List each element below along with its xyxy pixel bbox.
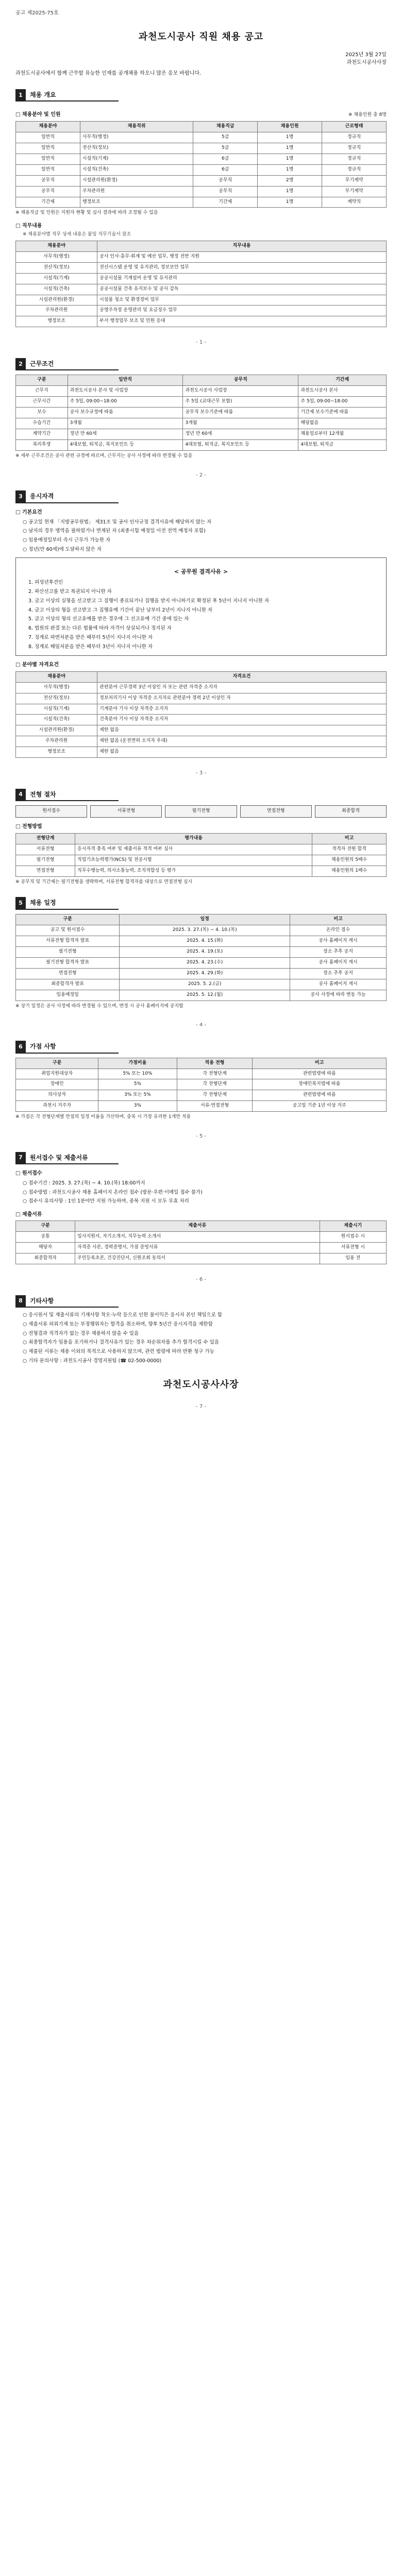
- disqualification-list: [21, 579, 381, 651]
- list-item: 4. 금고 이상의 형을 선고받고 그 집행유예 기간이 끝난 날부터 2년이 지나지 아니한 자: [28, 607, 213, 613]
- section-8-header: [15, 1295, 119, 1308]
- list-item: ○ 접수방법 : 과천도시공사 채용 홈페이지 온라인 접수 (방문·우편·이메일 접수 불가): [23, 1189, 203, 1195]
- method-note: ※ 공무직 및 기간제는 필기전형을 생략하며, 서류전형 합격자를 대상으로 면접전형 실시: [15, 879, 193, 885]
- list-item: 8. 징계로 해임처분을 받은 때부터 3년이 지나지 아니한 자: [28, 643, 153, 650]
- table-row: 전산직(정보) 전산시스템 운영 및 유지관리, 정보보안 업무: [16, 262, 387, 273]
- table-row: 시설관리원(환경) 제한 없음: [16, 725, 387, 736]
- list-item: ○ 정년(만 60세)에 도달하지 않은 자: [23, 546, 102, 552]
- section-label: 근무조건: [30, 360, 54, 367]
- section-1-header: [15, 89, 119, 102]
- table-row: 장애인 5% 각 전형단계 장애인복지법에 따름: [16, 1079, 387, 1090]
- list-item: ○ 제출서류 허위기재 또는 부정행위자는 합격을 취소하며, 향후 5년간 응시자격을 제한함: [23, 1321, 213, 1327]
- list-item: ○ 응시원서 및 제출서류의 기재사항 착오·누락 등으로 인한 불이익은 응시자 본인 책임으로 함: [23, 1312, 223, 1318]
- page-number: - 2 -: [196, 472, 206, 478]
- section-label: 응시자격: [30, 493, 54, 500]
- section-2-header: [15, 358, 119, 371]
- list-item: 6. 법원의 판결 또는 다른 법률에 따라 자격이 상실되거나 정지된 자: [28, 625, 172, 632]
- table-row: 서류전형 응시자격 충족 여부 및 제출서류 적격 여부 심사 적격자 전원 합격: [16, 844, 387, 855]
- col-header: 채용분야: [16, 671, 97, 682]
- section-number: 3: [15, 490, 26, 502]
- table-row: 주차관리원 공영주차장 운영관리 및 요금징수 업무: [16, 306, 387, 316]
- list-item: ○ 접수기간 : 2025. 3. 27.(목) ~ 4. 10.(목) 18:00까지: [23, 1180, 145, 1186]
- table-row: 일반직 전산직(정보) 5급 1명 정규직: [16, 143, 387, 154]
- list-item: ○ 제출된 서류는 채용 이외의 목적으로 사용하지 않으며, 관련 법령에 따라 반환 청구 가능: [23, 1349, 214, 1355]
- table-row: 기간제 행정보조 기간제 1명 계약직: [16, 197, 387, 208]
- flow-step: 최종합격: [315, 805, 387, 818]
- work-note: ※ 세부 근무조건은 공사 관련 규정에 따르며, 근무지는 공사 사정에 따라 변경될 수 있음: [15, 453, 193, 459]
- table-row: 시설직(기계) 기계분야 기사 이상 자격증 소지자: [16, 704, 387, 715]
- table-row: 임용예정일 2025. 5. 12.(월) 공사 사정에 따라 변동 가능: [16, 990, 387, 1001]
- col-header: 일정: [120, 914, 290, 925]
- notice-date: 2025년 3월 27일: [345, 52, 387, 58]
- section-number: 1: [15, 89, 26, 101]
- col-header: 구분: [16, 1058, 98, 1069]
- table-row: 주차관리원 제한 없음 (운전면허 소지자 우대): [16, 736, 387, 747]
- table-row: 일반직 시설직(건축) 6급 1명 정규직: [16, 164, 387, 175]
- list-item: ○ 공고일 현재 「지방공무원법」 제31조 및 공사 인사규정 결격사유에 해당하지 않는 자: [23, 519, 212, 525]
- col-header: 전형단계: [16, 833, 75, 844]
- section-label: 원서접수 및 제출서류: [30, 1154, 88, 1161]
- section-number: 8: [15, 1295, 26, 1307]
- disqualification-title: < 공무원 결격사유 >: [174, 568, 228, 575]
- page-number: - 7 -: [196, 1404, 206, 1410]
- section-number: 5: [15, 897, 26, 909]
- list-item: 7. 징계로 파면처분을 받은 때부터 5년이 지나지 아니한 자: [28, 634, 153, 640]
- table-row: 사무직(행정) 관련분야 근무경력 3년 이상인 자 또는 관련 자격증 소지자: [16, 682, 387, 693]
- section-label: 가점 사항: [30, 1042, 56, 1050]
- notice-number: 공고 제2025-75호: [15, 10, 59, 16]
- table-row: 해당자 자격증 사본, 경력증명서, 가점 증빙서류 서류전형 시: [16, 1243, 387, 1253]
- col-header: 일반직: [68, 375, 183, 386]
- table-row: 수습기간 3개월 3개월 해당없음: [16, 418, 387, 429]
- table-row: 최종합격자 주민등록초본, 건강진단서, 신원조회 동의서 임용 전: [16, 1253, 387, 1264]
- col-header: 적용 전형: [177, 1058, 253, 1069]
- list-item: ○ 전형결과 적격자가 없는 경우 채용하지 않을 수 있음: [23, 1330, 139, 1336]
- col-header: 구분: [16, 1221, 75, 1232]
- table-row: 면접전형 직무수행능력, 의사소통능력, 조직적합성 등 평가 채용인원의 1배수: [16, 866, 387, 876]
- table-row: 공고 및 원서접수 2025. 3. 27.(목) ~ 4. 10.(목) 온라인 접수: [16, 925, 387, 936]
- list-item: 1. 피성년후견인: [28, 580, 63, 586]
- flow-step: 필기전형: [165, 805, 237, 818]
- table-row: 일반직 사무직(행정) 5급 1명 정규직: [16, 132, 387, 143]
- col-header: 제출시기: [320, 1221, 386, 1232]
- table-row: 근무시간 주 5일, 09:00~18:00 주 5일 (교대근무 포함) 주 5일, 09:00~18:00: [16, 397, 387, 408]
- total-count-note: ※ 채용인원 총 8명: [348, 112, 387, 118]
- col-header: 제출서류: [75, 1221, 320, 1232]
- col-header: 기간제: [298, 375, 387, 386]
- table-row: 의사상자 3% 또는 5% 각 전형단계 관련법령에 따름: [16, 1090, 387, 1101]
- basic-req-title: □ 기본요건: [15, 510, 42, 516]
- section-label: 채용 일정: [30, 899, 56, 907]
- section-number: 7: [15, 1152, 26, 1164]
- list-item: 2. 파산선고를 받고 복권되지 아니한 자: [28, 589, 112, 595]
- recruit-note: ※ 채용직급 및 인원은 지원자 현황 및 심사 결과에 따라 조정될 수 있음: [15, 210, 158, 216]
- schedule-table: [15, 914, 387, 1001]
- section-number: 4: [15, 789, 26, 801]
- list-item: ○ 임용예정일부터 즉시 근무가 가능한 자: [23, 537, 111, 543]
- flow-step: 원서접수: [15, 805, 87, 818]
- col-header: 구분: [16, 914, 120, 925]
- col-header: 자격요건: [97, 671, 387, 682]
- duty-table: [15, 241, 387, 328]
- page-number: - 6 -: [196, 1277, 206, 1283]
- date-block: [15, 51, 387, 66]
- table-row: 공무직 주차관리원 공무직 1명 무기계약: [16, 186, 387, 197]
- page-number: - 5 -: [196, 1133, 206, 1140]
- table-row: 필기전형 합격자 발표 2025. 4. 23.(수) 공사 홈페이지 게시: [16, 957, 387, 968]
- table-row: 면접전형 2025. 4. 29.(화) 장소 추후 공지: [16, 968, 387, 979]
- apply-title: □ 원서접수: [15, 1171, 42, 1177]
- table-row: 전산직(정보) 정보처리기사 이상 자격증 소지자로 관련분야 경력 2년 이상인 자: [16, 693, 387, 704]
- page-number: - 1 -: [196, 340, 206, 346]
- page-title: 과천도시공사 직원 채용 공고: [138, 31, 264, 42]
- bonus-table: [15, 1058, 387, 1112]
- work-condition-table: [15, 375, 387, 451]
- disqualification-box: [15, 557, 387, 656]
- col-header: 채용분야: [16, 241, 97, 251]
- table-row: 필기전형 2025. 4. 19.(토) 장소 추후 공지: [16, 946, 387, 957]
- requirement-table: [15, 671, 387, 758]
- table-row: 공무직 시설관리원(환경) 공무직 2명 무기계약: [16, 175, 387, 186]
- table-row: 서류전형 합격자 발표 2025. 4. 15.(화) 공사 홈페이지 게시: [16, 936, 387, 946]
- table-row: 근무지 과천도시공사 본사 및 사업장 과천도시공사 사업장 과천도시공사 본사: [16, 386, 387, 397]
- field-req-title: □ 분야별 자격요건: [15, 662, 59, 668]
- col-header: 직무내용: [97, 241, 387, 251]
- list-item: 5. 금고 이상의 형의 선고유예를 받은 경우에 그 선고유예 기간 중에 있는 자: [28, 616, 189, 622]
- section-label: 채용 개요: [30, 91, 56, 98]
- method-table: [15, 833, 387, 877]
- section-label: 기타사항: [30, 1297, 54, 1304]
- documents-title: □ 제출서류: [15, 1211, 42, 1217]
- table-row: 계약기간 정년 만 60세 정년 만 60세 채용일로부터 12개월: [16, 429, 387, 440]
- col-header: 평가내용: [75, 833, 312, 844]
- section-7-header: [15, 1152, 119, 1165]
- section-number: 6: [15, 1041, 26, 1053]
- section-4-header: [15, 789, 119, 802]
- table-row: 취업지원대상자 5% 또는 10% 각 전형단계 관련법령에 따름: [16, 1069, 387, 1079]
- table-row: 사무직(행정) 공사 인사·총무·회계 및 예산 업무, 행정 전반 지원: [16, 251, 387, 262]
- table-row: 필기전형 직업기초능력평가(NCS) 및 전공시험 채용인원의 5배수: [16, 855, 387, 866]
- col-header: 가점비율: [98, 1058, 177, 1069]
- col-header: 구분: [16, 375, 68, 386]
- table-row: 시설직(건축) 건축분야 기사 이상 자격증 소지자: [16, 715, 387, 725]
- list-item: ○ 최종합격자가 임용을 포기하거나 결격사유가 있는 경우 차순위자를 추가 합격시킬 수 있음: [23, 1340, 220, 1346]
- recruit-field-title: □ 채용분야 및 인원: [15, 112, 61, 118]
- col-header: 비고: [312, 833, 387, 844]
- table-row: 시설직(기계) 공공시설물 기계설비 운영 및 유지관리: [16, 273, 387, 284]
- table-row: 행정보조 부서 행정업무 보조 및 민원 응대: [16, 316, 387, 327]
- method-title: □ 전형방법: [15, 824, 42, 830]
- process-flow: [15, 805, 387, 818]
- intro-text: 과천도시공사에서 함께 근무할 유능한 인재를 공개채용 하오니 많은 응모 바랍니다.: [15, 71, 202, 77]
- list-item: ○ 접수시 유의사항 : 1인 1분야만 지원 가능하며, 중복 지원 시 모두 무효 처리: [23, 1198, 189, 1205]
- issuer: 과천도시공사사장: [346, 60, 387, 66]
- section-number: 2: [15, 358, 26, 370]
- table-row: 일반직 시설직(기계) 6급 1명 정규직: [16, 154, 387, 164]
- flow-step: 면접전형: [240, 805, 312, 818]
- col-header: 비고: [290, 914, 387, 925]
- col-header: 채용직급: [193, 121, 258, 132]
- table-row: 시설관리원(환경) 시설물 청소 및 환경정비 업무: [16, 295, 387, 306]
- col-header: 비고: [253, 1058, 387, 1069]
- list-item: ○ 남자의 경우 병역을 필하였거나 면제된 자 (최종시험 예정일 이전 전역 예정자 포함): [23, 528, 206, 534]
- schedule-note: ※ 상기 일정은 공사 사정에 따라 변경될 수 있으며, 변경 시 공사 홈페이지에 공지함: [15, 1003, 183, 1009]
- duty-note: ※ 채용분야별 직무 상세 내용은 붙임 직무기술서 참조: [23, 231, 131, 237]
- col-header: 근로형태: [322, 121, 387, 132]
- page-number: - 4 -: [196, 1022, 206, 1028]
- page-number: - 3 -: [196, 770, 206, 776]
- col-header: 공무직: [183, 375, 298, 386]
- section-3-header: [15, 490, 119, 503]
- table-row: 공통 입사지원서, 자기소개서, 직무능력 소개서 원서접수 시: [16, 1232, 387, 1243]
- col-header: 채용직위: [80, 121, 193, 132]
- flow-step: 서류전형: [90, 805, 162, 818]
- col-header: 채용인원: [258, 121, 322, 132]
- table-row: 시설직(건축) 공공시설물 건축 유지보수 및 공사 감독: [16, 284, 387, 295]
- section-5-header: [15, 897, 119, 910]
- section-6-header: [15, 1041, 119, 1054]
- table-row: 행정보조 제한 없음: [16, 747, 387, 758]
- list-item: 3. 금고 이상의 실형을 선고받고 그 집행이 종료되거나 집행을 받지 아니하기로 확정된 후 5년이 지나지 아니한 자: [28, 598, 270, 604]
- list-item: ○ 기타 문의사항 : 과천도시공사 경영지원팀 (☎ 02-500-0000): [23, 1358, 162, 1364]
- duty-title: □ 직무내용: [15, 223, 42, 229]
- table-row: 과천시 거주자 3% 서류·면접전형 공고일 기준 1년 이상 거주: [16, 1101, 387, 1112]
- table-row: 보수 공사 보수규정에 따름 공무직 보수기준에 따름 기간제 보수기준에 따름: [16, 408, 387, 418]
- recruit-table: [15, 121, 387, 208]
- table-row: 최종합격자 발표 2025. 5. 2.(금) 공사 홈페이지 게시: [16, 979, 387, 990]
- bonus-note: ※ 가점은 각 전형단계별 만점의 일정 비율을 가산하며, 중복 시 가장 유리한 1개만 적용: [15, 1114, 191, 1120]
- section-label: 전형 절차: [30, 790, 56, 798]
- col-header: 채용분야: [16, 121, 80, 132]
- documents-table: [15, 1221, 387, 1264]
- table-row: 복리후생 4대보험, 퇴직금, 복지포인트 등 4대보험, 퇴직금, 복지포인트 등 4대보험, 퇴직금: [16, 440, 387, 451]
- closing-issuer: 과천도시공사사장: [163, 1379, 239, 1390]
